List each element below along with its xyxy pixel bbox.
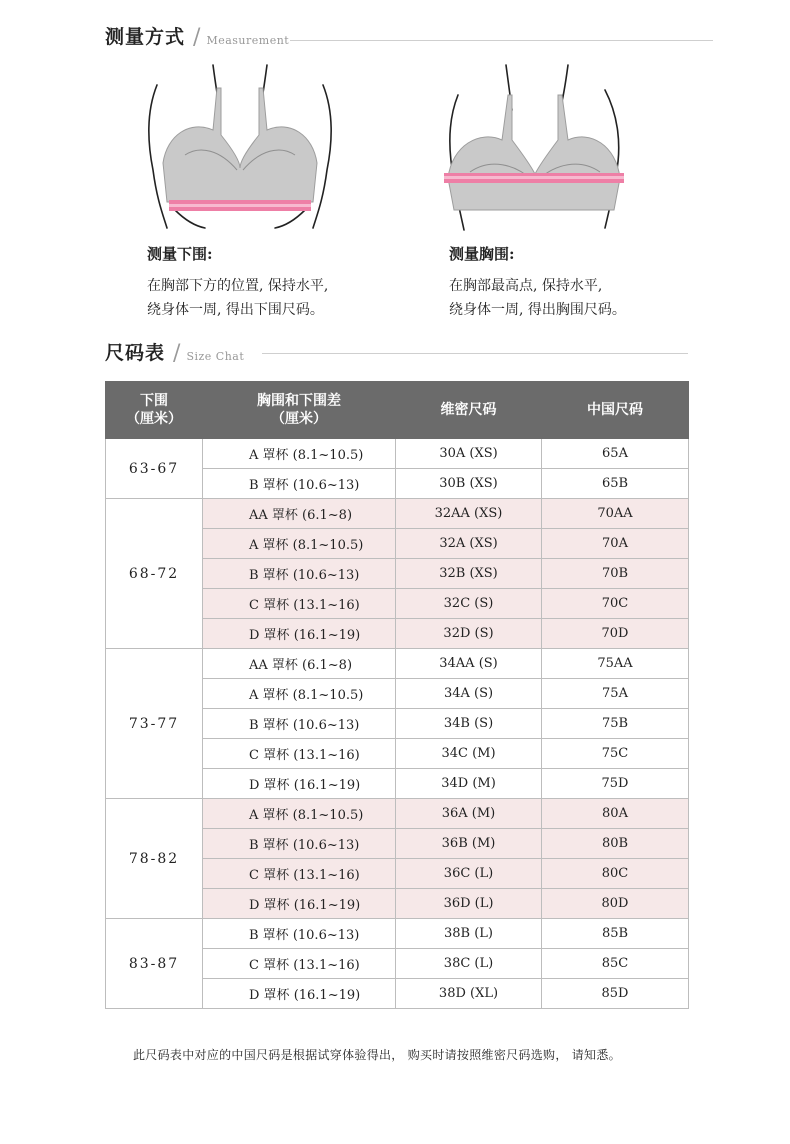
china-size-cell: 70B [542, 559, 689, 589]
measurement-title: 测量方式 [105, 26, 186, 48]
cup-difference-cell: A 罩杯 (8.1~10.5) [203, 679, 396, 709]
china-size-cell: 70AA [542, 499, 689, 529]
victoria-size-cell: 34A (S) [396, 679, 542, 709]
victoria-size-cell: 34AA (S) [396, 649, 542, 679]
victoria-size-cell: 36B (M) [396, 829, 542, 859]
victoria-size-cell: 32AA (XS) [396, 499, 542, 529]
header-band-line1: 下围 [140, 393, 168, 409]
cup-difference-cell: A 罩杯 (8.1~10.5) [203, 439, 396, 469]
china-size-cell: 80B [542, 829, 689, 859]
china-size-cell: 65A [542, 439, 689, 469]
victoria-size-cell: 32C (S) [396, 589, 542, 619]
underbust-line1: 在胸部下方的位置, 保持水平, [147, 278, 329, 294]
header-band [106, 382, 203, 439]
victoria-size-cell: 38D (XL) [396, 979, 542, 1009]
china-size-cell: 70A [542, 529, 689, 559]
victoria-size-cell: 36A (M) [396, 799, 542, 829]
underbust-description [147, 274, 328, 322]
table-header-row [106, 382, 689, 439]
china-size-cell: 70C [542, 589, 689, 619]
table-row [106, 499, 689, 529]
china-size-cell: 75AA [542, 649, 689, 679]
cup-difference-cell: A 罩杯 (8.1~10.5) [203, 529, 396, 559]
victoria-size-cell: 34C (M) [396, 739, 542, 769]
china-size-cell: 80C [542, 859, 689, 889]
cup-difference-cell: AA 罩杯 (6.1~8) [203, 499, 396, 529]
china-size-cell: 65B [542, 469, 689, 499]
china-size-cell: 85D [542, 979, 689, 1009]
cup-difference-cell: B 罩杯 (10.6~13) [203, 919, 396, 949]
title-slash: / [193, 25, 201, 50]
underbust-title: 测量下围: [147, 245, 213, 263]
bust-illustration [440, 60, 630, 235]
victoria-size-cell: 30A (XS) [396, 439, 542, 469]
cup-difference-cell: D 罩杯 (16.1~19) [203, 889, 396, 919]
china-size-cell: 75A [542, 679, 689, 709]
victoria-size-cell: 32A (XS) [396, 529, 542, 559]
header-diff-line1: 胸围和下围差 [257, 393, 341, 409]
cup-difference-cell: B 罩杯 (10.6~13) [203, 829, 396, 859]
victoria-size-cell: 34B (S) [396, 709, 542, 739]
cup-difference-cell: B 罩杯 (10.6~13) [203, 709, 396, 739]
footnote: 此尺码表中对应的中国尺码是根据试穿体验得出， 购买时请按照维密尺码选购， 请知悉。 [133, 1048, 621, 1062]
china-size-cell: 80D [542, 889, 689, 919]
measurement-divider [290, 40, 713, 41]
header-difference [203, 382, 396, 439]
underbust-line2: 绕身体一周, 得出下围尺码。 [147, 302, 324, 318]
size-title: 尺码表 [105, 342, 166, 364]
size-section-header [105, 338, 244, 365]
cup-difference-cell: A 罩杯 (8.1~10.5) [203, 799, 396, 829]
table-row [106, 649, 689, 679]
measurement-subtitle: Measurement [206, 34, 290, 47]
china-size-cell: 75C [542, 739, 689, 769]
cup-difference-cell: D 罩杯 (16.1~19) [203, 619, 396, 649]
china-size-cell: 75B [542, 709, 689, 739]
header-diff-line2: （厘米） [271, 411, 327, 427]
victoria-size-cell: 36C (L) [396, 859, 542, 889]
size-subtitle: Size Chat [186, 350, 245, 363]
bust-line2: 绕身体一周, 得出胸围尺码。 [449, 302, 626, 318]
bust-line1: 在胸部最高点, 保持水平, [449, 278, 603, 294]
cup-difference-cell: D 罩杯 (16.1~19) [203, 979, 396, 1009]
cup-difference-cell: C 罩杯 (13.1~16) [203, 949, 396, 979]
china-size-cell: 70D [542, 619, 689, 649]
bust-description [449, 274, 626, 322]
cup-difference-cell: B 罩杯 (10.6~13) [203, 559, 396, 589]
cup-difference-cell: AA 罩杯 (6.1~8) [203, 649, 396, 679]
bra-shape-bust [448, 95, 620, 210]
cup-difference-cell: D 罩杯 (16.1~19) [203, 769, 396, 799]
victoria-size-cell: 38C (L) [396, 949, 542, 979]
size-divider [262, 353, 688, 354]
table-row [106, 439, 689, 469]
bra-shape [163, 88, 317, 202]
victoria-size-cell: 30B (XS) [396, 469, 542, 499]
size-chart-table [105, 381, 689, 1009]
victoria-size-cell: 36D (L) [396, 889, 542, 919]
band-range-cell: 63-67 [106, 439, 203, 499]
china-size-cell: 85B [542, 919, 689, 949]
table-body [106, 439, 689, 1009]
cup-difference-cell: B 罩杯 (10.6~13) [203, 469, 396, 499]
header-victoria-size: 维密尺码 [396, 382, 542, 439]
table-row [106, 919, 689, 949]
header-band-line2: （厘米） [126, 411, 182, 427]
title-slash: / [173, 341, 181, 366]
cup-difference-cell: C 罩杯 (13.1~16) [203, 589, 396, 619]
band-range-cell: 78-82 [106, 799, 203, 919]
victoria-size-cell: 38B (L) [396, 919, 542, 949]
victoria-size-cell: 34D (M) [396, 769, 542, 799]
victoria-size-cell: 32D (S) [396, 619, 542, 649]
measurement-section-header [105, 22, 289, 49]
cup-difference-cell: C 罩杯 (13.1~16) [203, 859, 396, 889]
victoria-size-cell: 32B (XS) [396, 559, 542, 589]
table-row [106, 799, 689, 829]
bust-title: 测量胸围: [449, 245, 515, 263]
band-range-cell: 83-87 [106, 919, 203, 1009]
band-range-cell: 73-77 [106, 649, 203, 799]
china-size-cell: 80A [542, 799, 689, 829]
header-china-size: 中国尺码 [542, 382, 689, 439]
china-size-cell: 75D [542, 769, 689, 799]
underbust-illustration [145, 60, 335, 235]
band-range-cell: 68-72 [106, 499, 203, 649]
china-size-cell: 85C [542, 949, 689, 979]
cup-difference-cell: C 罩杯 (13.1~16) [203, 739, 396, 769]
